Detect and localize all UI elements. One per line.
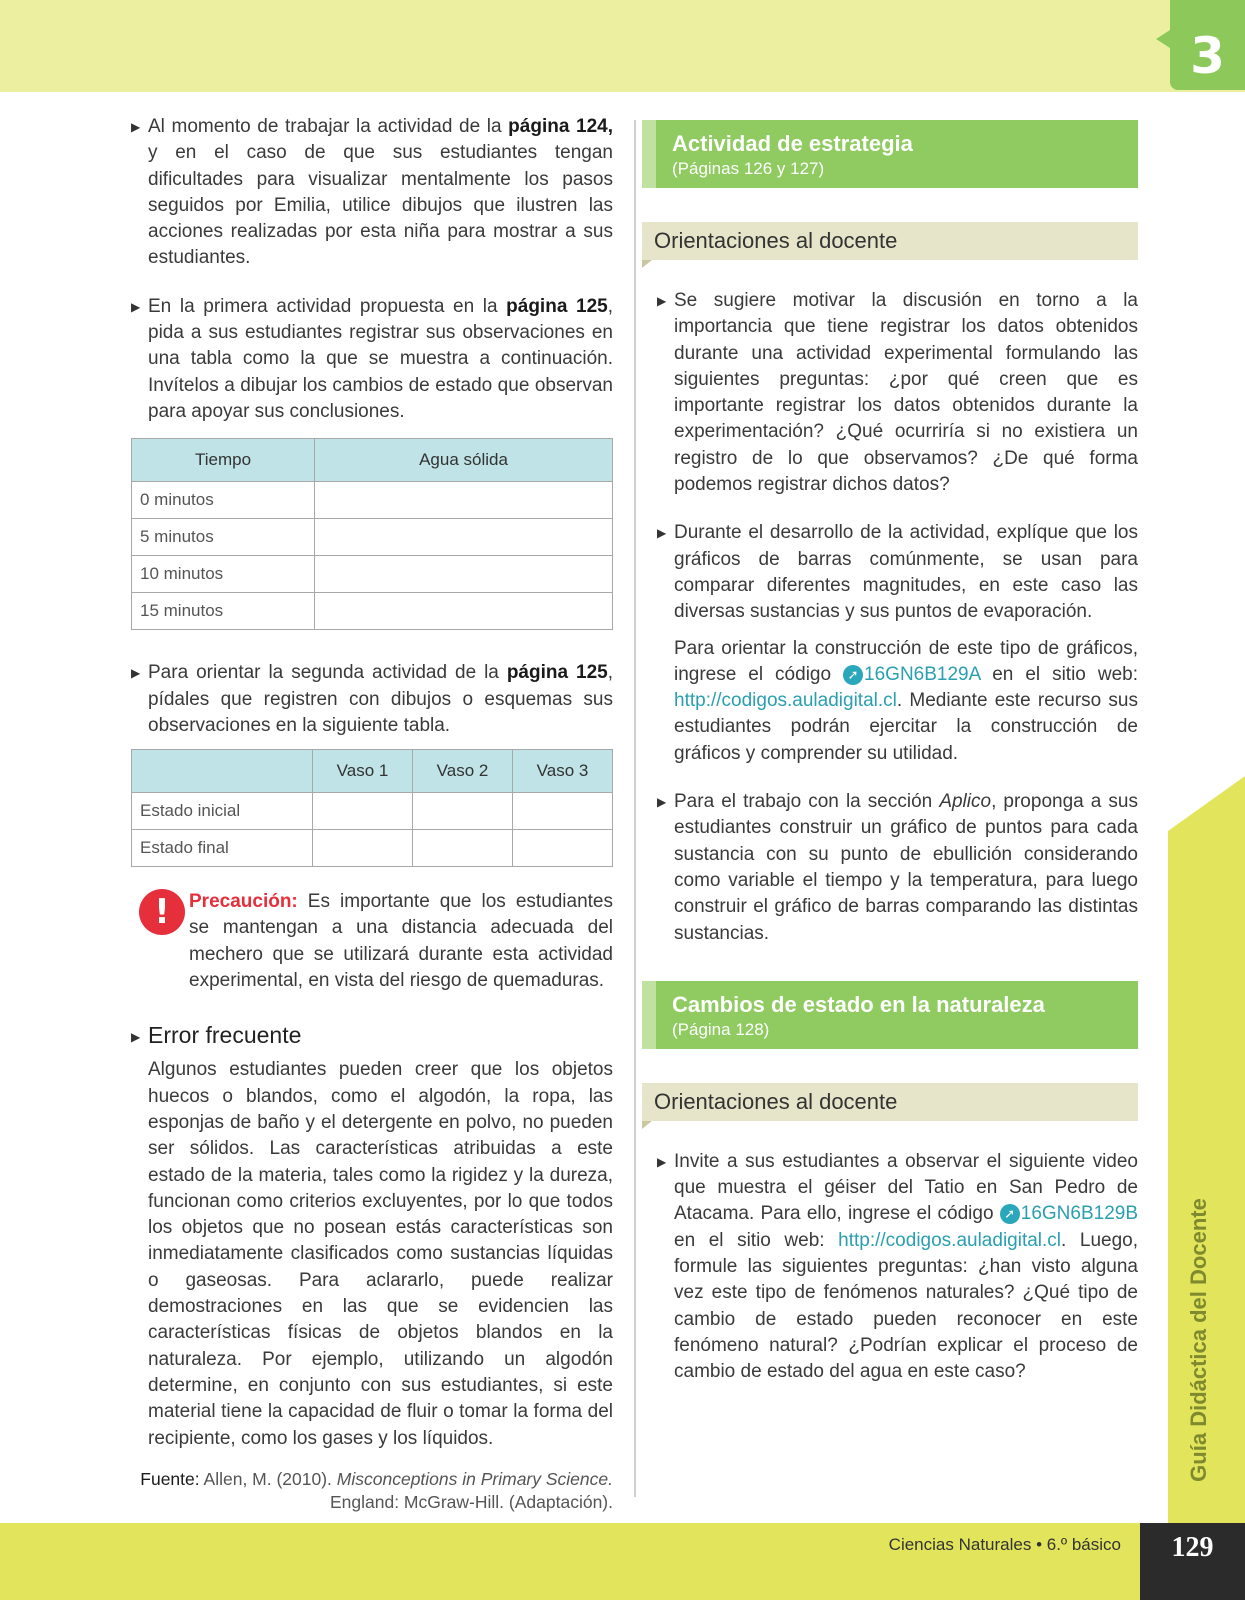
bullet-item (131, 294, 613, 425)
table-cell (513, 830, 613, 867)
bullet-text: Para el trabajo con la sección (674, 791, 940, 813)
table-header: Agua sólida (315, 439, 613, 482)
rocket-icon: ➚ (843, 665, 863, 685)
bullet-item (657, 1149, 1138, 1386)
table-row (132, 593, 613, 630)
bullet-text: y en el caso de que sus estudiantes tengan dificultades para visualizar mentalmente los pasos seguidos por Emilia, utilice dibujos que ilustren las acciones realizadas por esta niña para mostrar a sus estudiantes. (148, 142, 613, 269)
observation-table-glasses (131, 749, 613, 867)
table-row (132, 830, 613, 867)
bullet-arrow-icon: ▶ (657, 795, 667, 810)
website-link[interactable]: http://codigos.auladigital.cl (674, 690, 897, 712)
table-row (132, 793, 613, 830)
bullet-arrow-icon: ▶ (131, 666, 141, 681)
table-cell: Estado final (132, 830, 313, 867)
bullet-arrow-icon: ▶ (657, 294, 667, 308)
table-header: Tiempo (132, 439, 315, 482)
paragraph-text: en el sitio web: (980, 663, 1138, 685)
source-title: Misconceptions in Primary Science. (336, 1468, 613, 1489)
guide-title: Guía Didáctica del Docente (1186, 1198, 1211, 1482)
chapter-number: 3 (1170, 0, 1245, 90)
bullet-text: Durante el desarrollo de la actividad, explíque que los gráficos de barras comúnmente, se usan para comparar diferentes magnitudes, en este caso las diversas sustancias y sus puntos de evaporación. (674, 522, 1138, 623)
access-code: 16GN6B129B (1020, 1203, 1138, 1225)
observation-table-time (131, 438, 613, 630)
warning-title: Precaución: (189, 891, 298, 913)
table-row (132, 519, 613, 556)
paragraph-text: Para orientar la construcción de este tipo de gráficos, ingrese el código (674, 637, 1138, 685)
source-publisher: England: McGraw-Hill. (Adaptación). (329, 1491, 613, 1512)
section-subtitle: (Páginas 126 y 127) (672, 159, 825, 178)
page-reference: página 125 (506, 295, 608, 317)
left-column (131, 114, 613, 1514)
table-row (132, 556, 613, 593)
bullet-arrow-icon: ▶ (657, 1154, 667, 1169)
footer-subject: Ciencias Naturales • 6.º básico (888, 1535, 1121, 1554)
code-paragraph (657, 636, 1138, 767)
bullet-arrow-icon: ▶ (131, 1030, 141, 1045)
chapter-tab-notch (1156, 30, 1170, 48)
source-label: Fuente: (140, 1468, 200, 1489)
section-header-strategy (642, 120, 1138, 188)
website-link[interactable]: http://codigos.auladigital.cl (838, 1229, 1062, 1251)
error-text: Algunos estudiantes pueden creer que los objetos huecos o blandos, como el algodón, la ropa, las esponjas de baño y el detergente en polvo, no pueden ser sólidos. Las características atribuidas a este estado de la materia, tales como la rigidez y la dureza, funcionan como criterios excluyentes, por lo que todos los objetos que no posean estás características son inmediatamente clasificados como sustancias líquidas o gaseosas. Para aclararlo, puede realizar demostraciones en las que se evidencien las características físicas de objetos blandos en la naturaleza. Por ejemplo, utilizando un algodón determine, en conjunto con sus estudiantes, si este material tiene la capacidad de fluir o tomar la forma del recipiente, como los gases y los líquidos. (148, 1059, 613, 1449)
bullet-arrow-icon: ▶ (131, 299, 141, 314)
section-title: Cambios de estado en la naturaleza (672, 991, 1045, 1017)
warning-text: Es importante que los estudiantes se mantengan a una distancia adecuada del mechero que se utilizará durante esta actividad experimental, en vista del riesgo de quemaduras. (189, 891, 613, 992)
table-cell: 15 minutos (132, 593, 315, 630)
table-header: Vaso 2 (413, 750, 513, 793)
subsection-header: Orientaciones al docente (642, 222, 1138, 260)
table-cell (413, 830, 513, 867)
section-subtitle: (Página 128) (672, 1019, 770, 1039)
column-divider (634, 120, 636, 1497)
error-heading-text: Error frecuente (148, 1022, 302, 1049)
source-citation (131, 1468, 613, 1514)
table-cell (315, 519, 613, 556)
table-cell: Estado inicial (132, 793, 313, 830)
bullet-item (131, 660, 613, 739)
access-code: 16GN6B129A (864, 663, 981, 685)
top-band (0, 0, 1245, 92)
page-reference: página 124, (508, 116, 613, 137)
bullet-item (657, 520, 1138, 625)
warning-box (131, 889, 613, 994)
page-number: 129 (1140, 1523, 1245, 1600)
bullet-text: Invite a sus estudiantes a observar el siguiente video que muestra el géiser del Tatio en San Pedro de Atacama. Para ello, ingrese el código (674, 1150, 1138, 1225)
bullet-text: Al momento de trabajar la actividad de la (148, 116, 509, 137)
section-header-nature (642, 981, 1138, 1049)
paragraph-text: . Mediante este recurso sus estudiantes podrán ejercitar la construcción de gráficos y comprender su utilidad. (674, 690, 1138, 764)
exclamation-icon: ! (139, 889, 185, 935)
table-cell (315, 593, 613, 630)
bullet-item (657, 288, 1138, 498)
page-reference: página 125 (506, 662, 608, 684)
right-column (642, 120, 1138, 1386)
bullet-text: , pídales que registren con dibujos o esquemas sus observaciones en la siguiente tabla. (148, 662, 613, 736)
section-title: Actividad de estrategia (672, 131, 913, 156)
bullet-text: En la primera actividad propuesta en la (148, 295, 507, 317)
bullet-text: , proponga a sus estudiantes construir un gráfico de puntos para cada sustancia con su punto de ebullición considerando como variable el tiempo y la temperatura, para luego construir el gráfico de barras comparando las distintas sustancias. (674, 791, 1138, 944)
bullet-item (131, 114, 613, 272)
table-header: Vaso 3 (513, 750, 613, 793)
bullet-arrow-icon: ▶ (131, 120, 141, 134)
source-author: Allen, M. (2010). (203, 1468, 337, 1489)
bullet-text: , pida a sus estudiantes registrar sus observaciones en una tabla como la que se muestra a continuación. Invítelos a dibujar los cambios de estado que observan para apoyar sus conclusiones. (148, 295, 613, 422)
subsection-header: Orientaciones al docente (642, 1083, 1138, 1121)
bullet-text: Para orientar la segunda actividad de la (148, 662, 507, 684)
table-cell: 5 minutos (132, 519, 315, 556)
table-row (132, 482, 613, 519)
rocket-icon: ➚ (1000, 1204, 1020, 1224)
error-heading (131, 1020, 613, 1050)
table-cell (315, 556, 613, 593)
bullet-text: . Luego, formule las siguientes preguntas: ¿han visto alguna vez este tipo de fenómenos naturales? ¿Qué tipo de cambio de estado pueden reconocer en este fenómeno natural? ¿Podrían explicar el proceso de cambio de estado del agua en este caso? (674, 1229, 1138, 1383)
table-header (132, 750, 313, 793)
table-cell (413, 793, 513, 830)
table-cell (313, 830, 413, 867)
table-header: Vaso 1 (313, 750, 413, 793)
table-cell (513, 793, 613, 830)
table-cell: 10 minutos (132, 556, 315, 593)
table-cell (313, 793, 413, 830)
bullet-item (657, 789, 1138, 947)
bullet-arrow-icon: ▶ (657, 526, 667, 541)
table-cell: 0 minutos (132, 482, 315, 519)
section-name: Aplico (939, 791, 992, 813)
bullet-text: Se sugiere motivar la discusión en torno a la importancia que tiene registrar los datos obtenidos durante una actividad experimental formulando las siguientes preguntas: ¿por qué creen que es importante registrar los datos obtenidos durante la experimentación? ¿Qué ocurriría si no existiera un registro de lo que observamos? ¿De qué forma podemos registrar dichos datos? (674, 290, 1138, 496)
bullet-text: en el sitio web: (674, 1229, 839, 1251)
table-cell (315, 482, 613, 519)
